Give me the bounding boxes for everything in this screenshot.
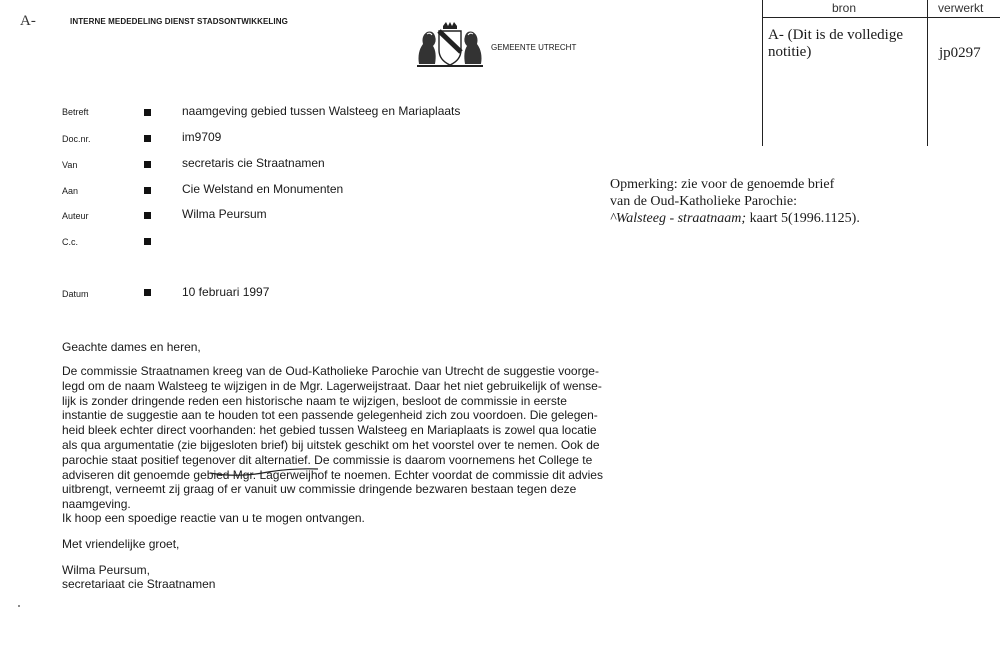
verwerkt-column-header: verwerkt — [938, 1, 984, 15]
bullet-icon — [144, 212, 151, 219]
bullet-icon — [144, 187, 151, 194]
bullet-icon — [144, 238, 151, 245]
remark-reference: ^Walsteeg - straatnaam; — [610, 211, 747, 226]
signature-title: secretariaat cie Straatnamen — [62, 577, 216, 591]
field-label: Auteur — [62, 211, 89, 221]
remark-line-3 — [610, 210, 860, 227]
city-crest-logo — [415, 22, 485, 68]
bullet-icon — [144, 161, 151, 168]
salutation: Geachte dames en heren, — [62, 340, 201, 354]
scan-speck — [18, 605, 20, 607]
remark-note — [610, 176, 860, 227]
field-value: secretaris cie Straatnamen — [182, 156, 325, 170]
archive-table — [762, 0, 1000, 146]
verwerkt-value: jp0297 — [939, 45, 981, 61]
paragraph-line: naamgeving. — [62, 497, 131, 512]
paragraph-line: legd om de naam Walsteeg te wijzigen in de Mgr. Lagerweijstraat. Daar het niet gebruikelijk of wense- — [62, 378, 602, 393]
field-label: Datum — [62, 289, 89, 299]
bullet-icon — [144, 135, 151, 142]
department-header: INTERNE MEDEDELING DIENST STADSONTWIKKELING — [70, 17, 288, 26]
remark-line-1: Opmerking: zie voor de genoemde brief — [610, 177, 835, 192]
paragraph-line: instantie de suggestie aan te houden tot een passende gelegenheid zich zou voordoen. Die gelegen- — [62, 408, 598, 423]
field-value: naamgeving gebied tussen Walsteeg en Mariaplaats — [182, 104, 461, 118]
field-value: 10 februari 1997 — [182, 285, 270, 299]
corner-mark: A- — [20, 13, 36, 29]
remark-reference-rest: kaart 5(1996.1125). — [746, 211, 860, 226]
bron-column-header: bron — [832, 1, 857, 15]
closing-line: Ik hoop een spoedige reactie van u te mogen ontvangen. — [62, 511, 365, 525]
organisation-name: GEMEENTE UTRECHT — [491, 43, 577, 52]
paragraph-line: parochie staat positief tegenover dit alternatief. De commissie is daarom voornemens het College te — [62, 452, 593, 467]
field-label: Aan — [62, 186, 79, 196]
paragraph-line: lijk is zonder dringende reden een historische naam te wijzigen, besloot de commissie in eerste — [62, 393, 567, 408]
greeting: Met vriendelijke groet, — [62, 537, 180, 551]
field-label: Van — [62, 160, 78, 170]
handwritten-underline — [208, 466, 320, 478]
field-label: C.c. — [62, 237, 79, 247]
field-value: Wilma Peursum — [182, 207, 267, 221]
paragraph-line: De commissie Straatnamen kreeg van de Oud-Katholieke Parochie van Utrecht de suggestie voorge- — [62, 364, 599, 378]
remark-line-2: van de Oud-Katholieke Parochie: — [610, 194, 797, 209]
bullet-icon — [144, 289, 151, 296]
field-value: Cie Welstand en Monumenten — [182, 182, 344, 196]
field-label: Doc.nr. — [62, 134, 91, 144]
letter-paragraph — [62, 364, 603, 512]
bron-value: A- (Dit is de volledige notitie) — [768, 27, 903, 60]
paragraph-line: adviseren dit genoemde gebied Mgr. Lagerweijhof te noemen. Echter voordat de commissie dit advies — [62, 467, 603, 482]
paragraph-line: als qua argumentatie (zie bijgesloten brief) bij uitstek geschikt om het voorstel over te nemen. Ook de — [62, 437, 600, 452]
signature-name: Wilma Peursum, — [62, 563, 151, 577]
bullet-icon — [144, 109, 151, 116]
field-value: im9709 — [182, 130, 222, 144]
field-label: Betreft — [62, 107, 89, 117]
paragraph-line: uitbrengt, verneemt zij graag of er vanuit uw commissie dringende bezwaren bestaan tegen deze — [62, 482, 577, 497]
paragraph-line: heid bleek echter direct voorhanden: het gebied tussen Walsteeg en Mariaplaats is zowel qua locatie — [62, 423, 597, 438]
